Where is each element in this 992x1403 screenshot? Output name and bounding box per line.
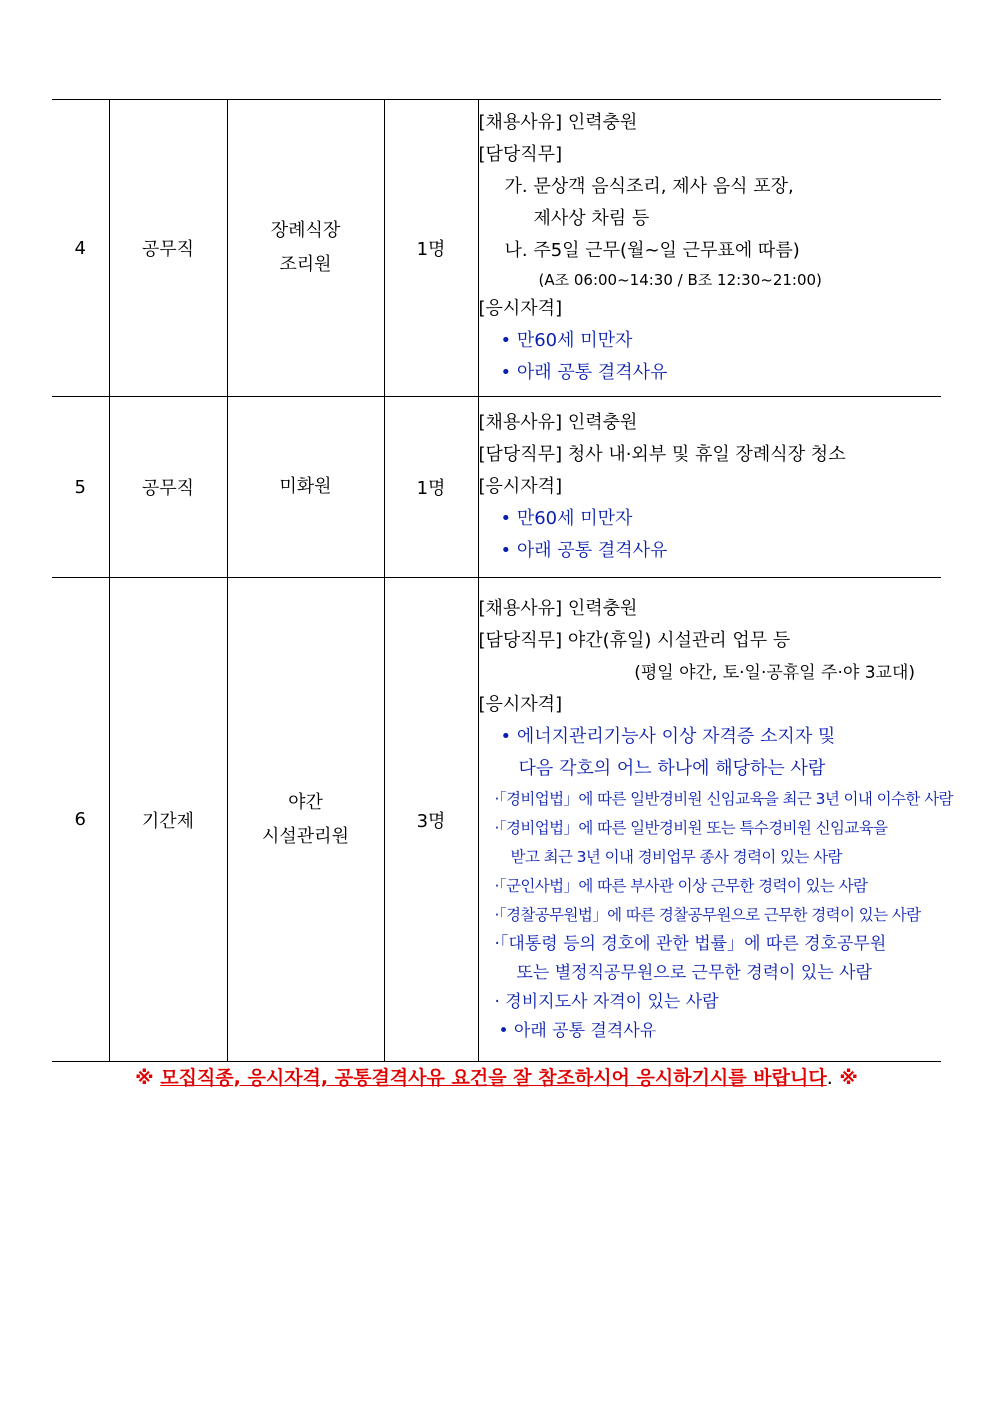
employment-type: 공무직 bbox=[109, 100, 227, 397]
job-description bbox=[478, 397, 941, 578]
job-title: 야간 시설관리원 bbox=[227, 578, 384, 1062]
qualification-subitem: ·「경찰공무원법」에 따른 경찰공무원으로 근무한 경력이 있는 사람 bbox=[494, 906, 921, 924]
qualification-subitem: ·「경비업법」에 따른 일반경비원 신임교육을 최근 3년 이내 이수한 사람 bbox=[494, 790, 953, 808]
row-number: 4 bbox=[52, 100, 109, 397]
qualification-subitem: 또는 별정직공무원으로 근무한 경력이 있는 사람 bbox=[516, 963, 872, 983]
qualification-subitem: · 경비지도사 자격이 있는 사람 bbox=[494, 992, 719, 1012]
table-row bbox=[52, 578, 941, 1062]
notice-banner bbox=[52, 1062, 941, 1094]
job-description bbox=[478, 100, 941, 397]
qualification-header: [응시자격] bbox=[478, 694, 563, 715]
notice-period: . bbox=[826, 1067, 833, 1089]
qualification-subitem: • 아래 공통 결격사유 bbox=[498, 1021, 657, 1041]
headcount: 1명 bbox=[384, 397, 478, 578]
employment-type: 기간제 bbox=[109, 578, 227, 1062]
hiring-reason: [채용사유] 인력충원 bbox=[478, 598, 638, 619]
job-table bbox=[52, 99, 953, 1062]
headcount: 1명 bbox=[384, 100, 478, 397]
qualification-item: • 아래 공통 결격사유 bbox=[500, 540, 668, 561]
job-title: 미화원 bbox=[227, 397, 384, 578]
qualification-item: • 에너지관리기능사 이상 자격증 소지자 및 bbox=[500, 726, 836, 747]
row-number: 5 bbox=[52, 397, 109, 578]
duty-item: 나. 주5일 근무(월~일 근무표에 따름) bbox=[504, 240, 800, 261]
shift-note: (평일 야간, 토·일·공휴일 주·야 3교대) bbox=[634, 663, 915, 683]
headcount: 3명 bbox=[384, 578, 478, 1062]
qualification-subitem: 받고 최근 3년 이내 경비업무 종사 경력이 있는 사람 bbox=[510, 848, 842, 866]
notice-mark: ※ bbox=[839, 1067, 858, 1089]
duty-item: 제사상 차림 등 bbox=[533, 208, 650, 229]
duty-line: [담당직무] 야간(휴일) 시설관리 업무 등 bbox=[478, 630, 791, 651]
qualification-subitem: ·「경비업법」에 따른 일반경비원 또는 특수경비원 신임교육을 bbox=[494, 819, 888, 837]
row-number: 6 bbox=[52, 578, 109, 1062]
qualification-item: 다음 각호의 어느 하나에 해당하는 사람 bbox=[518, 758, 826, 779]
hiring-reason: [채용사유] 인력충원 bbox=[478, 112, 638, 133]
shift-note: (A조 06:00~14:30 / B조 12:30~21:00) bbox=[538, 271, 822, 289]
table-row bbox=[52, 397, 941, 578]
job-description bbox=[478, 578, 953, 1062]
duty-line: [담당직무] 청사 내·외부 및 휴일 장례식장 청소 bbox=[478, 444, 846, 465]
notice-text: 모집직종, 응시자격, 공통결격사유 요건을 잘 참조하시어 응시하기시를 바랍니다 bbox=[160, 1067, 827, 1089]
qualification-header: [응시자격] bbox=[478, 298, 563, 319]
qualification-item: • 아래 공통 결격사유 bbox=[500, 362, 668, 383]
employment-type: 공무직 bbox=[109, 397, 227, 578]
qualification-subitem: ·「군인사법」에 따른 부사관 이상 근무한 경력이 있는 사람 bbox=[494, 877, 868, 895]
job-title: 장례식장 조리원 bbox=[227, 100, 384, 397]
duty-item: 가. 문상객 음식조리, 제사 음식 포장, bbox=[504, 176, 794, 197]
qualification-header: [응시자격] bbox=[478, 476, 563, 497]
duty-header: [담당직무] bbox=[478, 144, 563, 165]
notice-mark: ※ bbox=[135, 1067, 154, 1089]
hiring-reason: [채용사유] 인력충원 bbox=[478, 412, 638, 433]
qualification-item: • 만60세 미만자 bbox=[500, 330, 633, 351]
qualification-subitem: ·「대통령 등의 경호에 관한 법률」에 따른 경호공무원 bbox=[494, 934, 887, 954]
table-row bbox=[52, 100, 941, 397]
qualification-item: • 만60세 미만자 bbox=[500, 508, 633, 529]
